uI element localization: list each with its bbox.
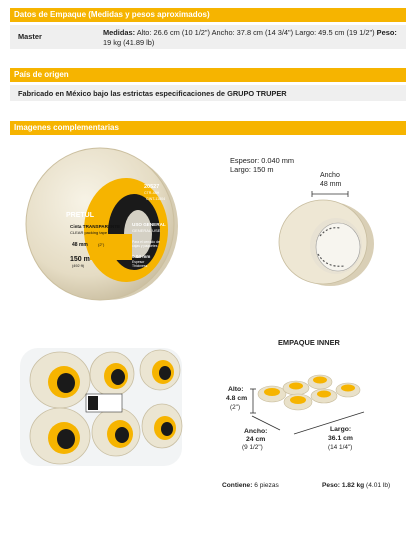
inner-peso <box>322 482 390 489</box>
section-header-origin <box>10 68 406 82</box>
inner-largo-label: Largo: <box>330 426 352 433</box>
tape-code-sub: CTR-48H <box>144 191 160 195</box>
inner-ancho-label: Ancho: <box>244 428 268 435</box>
tape-use-en: GENERAL USE <box>132 228 161 233</box>
tape-thickness: 0.04 mm <box>132 254 151 259</box>
packaging-measures <box>103 28 399 47</box>
tape-label <box>64 184 174 294</box>
origin-text: Fabricado en México bajo las estrictas especificaciones de GRUPO TRUPER <box>18 89 287 98</box>
weight-label: Peso: <box>376 28 397 37</box>
tape-brand: PRETUL <box>66 212 94 219</box>
six-pack-image <box>16 340 186 470</box>
tape-thickness-sub2: Thickness <box>132 264 148 268</box>
section-header-images <box>10 121 406 135</box>
tape-length-ft: (492 ft) <box>72 264 85 268</box>
tape-desc: Para el cerrado de cajas y paquetes <box>132 240 160 248</box>
inner-peso-label: Peso: <box>322 482 340 489</box>
largo-dimension-arrow <box>292 410 366 436</box>
section-title-packaging: Datos de Empaque (Medidas y pesos aproximados) <box>14 10 210 19</box>
inner-alto-label: Alto: <box>228 386 244 393</box>
inner-alto-in: (2") <box>230 404 241 411</box>
tape-thickness-sub: Espesor <box>132 260 145 264</box>
inner-peso-lb: (4.01 lb) <box>366 482 391 489</box>
alto-dimension-arrow <box>250 388 256 414</box>
inner-ancho-value: 24 cm <box>246 436 266 443</box>
spec-espesor: Espesor: 0.040 mm <box>230 156 295 165</box>
spec-largo: Largo: 150 m <box>230 165 274 174</box>
tape-code-sub2: CINT-11804 <box>146 197 166 201</box>
inner-title: EMPAQUE INNER <box>278 338 340 347</box>
tape-name-es: Cinta TRANSPARENTE <box>70 224 121 229</box>
packaging-row <box>10 25 406 49</box>
packaging-row-label: Master <box>18 32 42 41</box>
tape-use-es: USO GENERAL <box>132 222 166 227</box>
inner-ancho-in: (9 1/2") <box>242 444 263 451</box>
weight-text: 19 kg (41.89 lb) <box>103 37 155 47</box>
tape-width: 48 mm <box>72 242 88 248</box>
section-title-images: Imagenes complementarias <box>14 123 119 132</box>
inner-contiene <box>222 482 279 489</box>
measures-label: Medidas: <box>103 28 136 37</box>
tape-name-en: CLEAR packing tape <box>70 230 108 235</box>
tape-length: 150 m <box>70 256 90 263</box>
tape-width-in: (2") <box>98 242 105 247</box>
inner-contiene-label: Contiene: <box>222 482 253 489</box>
inner-largo-in: (14 1/4") <box>328 444 353 451</box>
inner-contiene-value: 6 piezas <box>254 482 279 489</box>
tape-roll-small-image <box>268 196 378 288</box>
origin-row <box>10 85 406 101</box>
inner-largo-value: 36.1 cm <box>328 435 353 442</box>
section-title-origin: País de origen <box>14 70 69 79</box>
inner-alto-value: 4.8 cm <box>226 395 248 402</box>
inner-peso-value: 1.82 kg <box>341 482 365 489</box>
spec-ancho-value: 48 mm <box>320 181 342 188</box>
measures-text: Alto: 26.6 cm (10 1/2") Ancho: 37.8 cm (14 3/4") Largo: 49.5 cm (19 1/2") <box>136 28 375 37</box>
spec-ancho-label: Ancho <box>320 172 340 179</box>
section-header-packaging <box>10 8 406 22</box>
tape-code: 20527 <box>144 184 160 190</box>
